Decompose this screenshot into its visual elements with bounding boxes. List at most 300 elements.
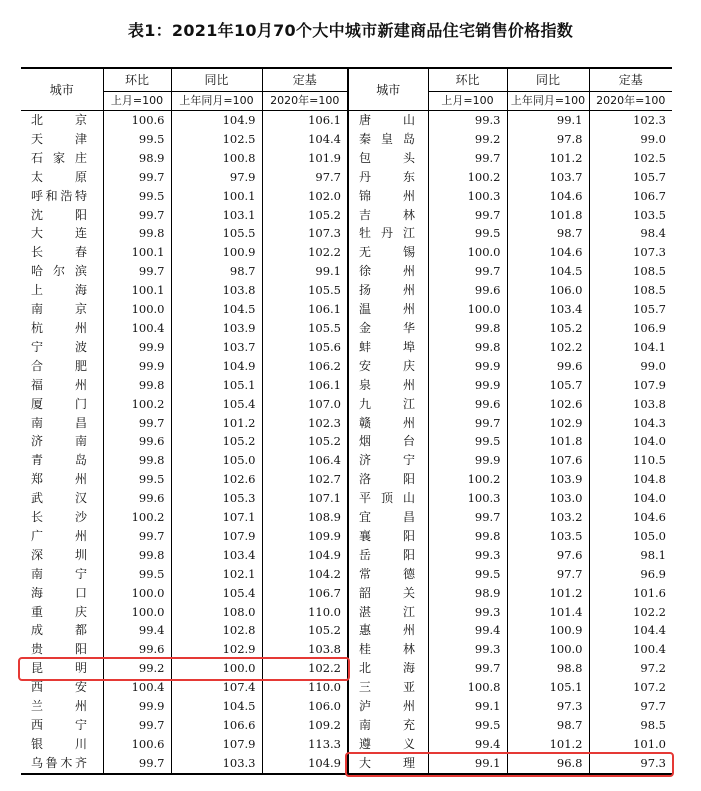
base-value: 101.6: [589, 584, 672, 603]
city-cell: [348, 432, 428, 451]
mom-value: 99.3: [428, 603, 507, 622]
city-cell: [348, 470, 428, 489]
base-value: 101.9: [262, 149, 348, 168]
yoy-value: 106.0: [507, 281, 589, 300]
city-name: 合肥: [31, 358, 87, 373]
base-value: 106.4: [262, 451, 348, 470]
base-value: 102.5: [589, 149, 672, 168]
mom-value: 99.6: [103, 640, 171, 659]
city-name: 大理: [359, 755, 415, 770]
city-name: 桂林: [359, 642, 415, 657]
city-cell: [348, 640, 428, 659]
base-value: 98.5: [589, 716, 672, 735]
city-name: 石家庄: [31, 150, 87, 165]
city-name: 上海: [31, 283, 87, 298]
mom-value: 100.0: [428, 243, 507, 262]
mom-value: 100.0: [103, 300, 171, 319]
yoy-value: 103.0: [507, 489, 589, 508]
mom-value: 99.7: [428, 508, 507, 527]
city-name: 北海: [359, 661, 415, 676]
city-cell: [21, 224, 103, 243]
base-value: 105.6: [262, 338, 348, 357]
mom-value: 99.6: [428, 281, 507, 300]
table-row: [21, 565, 672, 584]
header-base-left: 定基: [262, 68, 348, 92]
base-value: 104.9: [262, 754, 348, 774]
table-row: [21, 357, 672, 376]
city-cell: [21, 470, 103, 489]
table-row: [21, 489, 672, 508]
city-name: 西宁: [31, 718, 87, 732]
city-name: 秦皇岛: [359, 131, 415, 146]
header-yoy-right: 同比: [507, 68, 589, 92]
mom-value: 99.7: [103, 754, 171, 774]
mom-value: 100.0: [103, 584, 171, 603]
mom-value: 99.3: [428, 640, 507, 659]
base-value: 103.5: [589, 206, 672, 225]
table-row: [21, 149, 672, 168]
city-name: 济南: [31, 434, 87, 449]
city-name: 太原: [31, 169, 87, 184]
base-value: 102.0: [262, 187, 348, 206]
base-value: 107.1: [262, 489, 348, 508]
city-cell: [348, 130, 428, 149]
yoy-value: 100.1: [171, 187, 262, 206]
city-cell: [21, 243, 103, 262]
city-name: 丹东: [359, 169, 415, 184]
yoy-value: 104.6: [507, 187, 589, 206]
city-cell: [348, 735, 428, 754]
base-value: 105.7: [589, 168, 672, 187]
table-row: [21, 697, 672, 716]
yoy-value: 97.7: [507, 565, 589, 584]
city-cell: [21, 527, 103, 546]
mom-value: 99.2: [103, 659, 171, 678]
table-row: [21, 678, 672, 697]
price-index-table: [21, 67, 672, 775]
base-value: 104.9: [262, 546, 348, 565]
yoy-value: 99.1: [507, 111, 589, 130]
yoy-value: 105.1: [171, 376, 262, 395]
city-name: 南昌: [31, 415, 87, 430]
yoy-value: 97.6: [507, 546, 589, 565]
base-value: 104.2: [262, 565, 348, 584]
base-value: 104.0: [589, 489, 672, 508]
city-cell: [348, 508, 428, 527]
yoy-value: 104.5: [171, 300, 262, 319]
subheader-base-right: 2020年=100: [589, 92, 672, 111]
base-value: 104.1: [589, 338, 672, 357]
yoy-value: 103.2: [507, 508, 589, 527]
base-value: 107.0: [262, 395, 348, 414]
yoy-value: 105.1: [507, 678, 589, 697]
yoy-value: 105.2: [507, 319, 589, 338]
mom-value: 100.3: [428, 187, 507, 206]
city-name: 武汉: [31, 491, 87, 506]
city-cell: [21, 168, 103, 187]
city-name: 南京: [31, 302, 87, 317]
base-value: 104.4: [262, 130, 348, 149]
city-cell: [348, 584, 428, 603]
yoy-value: 107.6: [507, 451, 589, 470]
base-value: 102.3: [262, 414, 348, 433]
mom-value: 99.2: [428, 130, 507, 149]
city-cell: [21, 187, 103, 206]
base-value: 107.9: [589, 376, 672, 395]
base-value: 99.0: [589, 130, 672, 149]
base-value: 106.1: [262, 111, 348, 130]
mom-value: 100.0: [103, 603, 171, 622]
mom-value: 100.3: [428, 489, 507, 508]
table-row: [21, 584, 672, 603]
mom-value: 99.5: [428, 565, 507, 584]
city-name: 成都: [31, 623, 87, 638]
table-row: [21, 735, 672, 754]
base-value: 97.2: [589, 659, 672, 678]
mom-value: 99.6: [103, 489, 171, 508]
city-cell: [21, 376, 103, 395]
table-row: [21, 621, 672, 640]
city-name: 蚌埠: [359, 339, 415, 354]
yoy-value: 98.7: [507, 224, 589, 243]
city-name: 乌鲁木齐: [31, 755, 87, 770]
yoy-value: 100.8: [171, 149, 262, 168]
mom-value: 99.7: [103, 206, 171, 225]
mom-value: 99.8: [103, 546, 171, 565]
table-row: [21, 224, 672, 243]
city-name: 南充: [359, 718, 415, 732]
city-name: 无锡: [359, 245, 415, 260]
base-value: 108.9: [262, 508, 348, 527]
yoy-value: 104.6: [507, 243, 589, 262]
base-value: 99.1: [262, 262, 348, 281]
yoy-value: 103.4: [507, 300, 589, 319]
yoy-value: 102.6: [171, 470, 262, 489]
yoy-value: 104.5: [171, 697, 262, 716]
yoy-value: 104.5: [507, 262, 589, 281]
yoy-value: 102.9: [171, 640, 262, 659]
mom-value: 99.8: [103, 451, 171, 470]
city-cell: [348, 754, 428, 774]
city-name: 韶关: [359, 585, 415, 600]
city-name: 泉州: [359, 377, 415, 392]
city-cell: [21, 508, 103, 527]
table-row: [21, 338, 672, 357]
base-value: 105.5: [262, 281, 348, 300]
base-value: 110.0: [262, 603, 348, 622]
city-cell: [348, 224, 428, 243]
mom-value: 99.9: [103, 338, 171, 357]
yoy-value: 107.9: [171, 735, 262, 754]
mom-value: 99.3: [428, 546, 507, 565]
yoy-value: 103.4: [171, 546, 262, 565]
city-cell: [21, 395, 103, 414]
city-cell: [21, 716, 103, 735]
city-cell: [348, 281, 428, 300]
subheader-mom-right: 上月=100: [428, 92, 507, 111]
base-value: 102.7: [262, 470, 348, 489]
city-cell: [348, 300, 428, 319]
city-cell: [348, 546, 428, 565]
header-yoy-left: 同比: [171, 68, 262, 92]
city-name: 哈尔滨: [31, 264, 87, 279]
city-name: 南宁: [31, 566, 87, 581]
yoy-value: 107.4: [171, 678, 262, 697]
mom-value: 99.8: [103, 224, 171, 243]
city-name: 福州: [31, 377, 87, 392]
base-value: 106.1: [262, 300, 348, 319]
base-value: 105.5: [262, 319, 348, 338]
city-cell: [21, 678, 103, 697]
mom-value: 99.5: [428, 224, 507, 243]
table-row: [21, 546, 672, 565]
mom-value: 99.7: [428, 414, 507, 433]
base-value: 107.3: [262, 224, 348, 243]
city-cell: [21, 754, 103, 774]
base-value: 109.9: [262, 527, 348, 546]
subheader-yoy-right: 上年同月=100: [507, 92, 589, 111]
yoy-value: 97.3: [507, 697, 589, 716]
city-name: 平顶山: [359, 491, 415, 506]
yoy-value: 98.7: [507, 716, 589, 735]
base-value: 104.4: [589, 621, 672, 640]
city-cell: [348, 149, 428, 168]
city-cell: [348, 451, 428, 470]
mom-value: 99.5: [103, 187, 171, 206]
city-name: 遵义: [359, 736, 415, 751]
table-row: [21, 130, 672, 149]
city-cell: [21, 130, 103, 149]
mom-value: 99.7: [103, 414, 171, 433]
table-row: [21, 243, 672, 262]
mom-value: 99.9: [428, 357, 507, 376]
mom-value: 100.1: [103, 243, 171, 262]
base-value: 100.4: [589, 640, 672, 659]
yoy-value: 102.6: [507, 395, 589, 414]
city-name: 扬州: [359, 283, 415, 298]
mom-value: 99.9: [428, 451, 507, 470]
city-name: 深圳: [31, 547, 87, 562]
city-cell: [348, 357, 428, 376]
yoy-value: 101.8: [507, 206, 589, 225]
city-cell: [348, 603, 428, 622]
yoy-value: 105.4: [171, 584, 262, 603]
city-cell: [21, 697, 103, 716]
city-cell: [348, 319, 428, 338]
yoy-value: 101.2: [507, 584, 589, 603]
table-row: [21, 603, 672, 622]
yoy-value: 106.6: [171, 716, 262, 735]
base-value: 110.0: [262, 678, 348, 697]
base-value: 101.0: [589, 735, 672, 754]
city-name: 沈阳: [31, 207, 87, 222]
mom-value: 99.9: [103, 357, 171, 376]
mom-value: 99.5: [103, 130, 171, 149]
mom-value: 99.9: [103, 697, 171, 716]
city-cell: [348, 527, 428, 546]
city-name: 包头: [359, 150, 415, 165]
table-body: [21, 111, 672, 774]
city-name: 泸州: [359, 699, 415, 714]
yoy-value: 96.8: [507, 754, 589, 774]
city-name: 牡丹江: [359, 226, 415, 241]
city-cell: [21, 584, 103, 603]
city-name: 天津: [31, 131, 87, 146]
city-name: 洛阳: [359, 472, 415, 487]
city-cell: [21, 451, 103, 470]
base-value: 105.2: [262, 621, 348, 640]
city-name: 徐州: [359, 264, 415, 279]
city-name: 烟台: [359, 434, 415, 449]
city-cell: [348, 243, 428, 262]
yoy-value: 98.8: [507, 659, 589, 678]
yoy-value: 98.7: [171, 262, 262, 281]
city-cell: [21, 640, 103, 659]
yoy-value: 97.8: [507, 130, 589, 149]
mom-value: 99.4: [103, 621, 171, 640]
header-base-right: 定基: [589, 68, 672, 92]
mom-value: 99.7: [103, 168, 171, 187]
city-cell: [21, 489, 103, 508]
base-value: 105.7: [589, 300, 672, 319]
yoy-value: 103.1: [171, 206, 262, 225]
city-name: 北京: [31, 113, 87, 127]
yoy-value: 107.9: [171, 527, 262, 546]
mom-value: 99.8: [428, 527, 507, 546]
city-cell: [21, 206, 103, 225]
city-name: 襄阳: [359, 528, 415, 543]
city-cell: [348, 621, 428, 640]
city-cell: [21, 603, 103, 622]
yoy-value: 104.9: [171, 357, 262, 376]
mom-value: 99.5: [103, 470, 171, 489]
base-value: 107.3: [589, 243, 672, 262]
city-cell: [348, 206, 428, 225]
mom-value: 100.2: [103, 508, 171, 527]
base-value: 106.2: [262, 357, 348, 376]
base-value: 102.2: [589, 603, 672, 622]
city-cell: [348, 187, 428, 206]
city-cell: [348, 395, 428, 414]
yoy-value: 103.9: [171, 319, 262, 338]
yoy-value: 103.7: [507, 168, 589, 187]
base-value: 106.7: [589, 187, 672, 206]
base-value: 106.9: [589, 319, 672, 338]
city-cell: [21, 432, 103, 451]
table-row: [21, 206, 672, 225]
table-row: [21, 168, 672, 187]
subheader-yoy-left: 上年同月=100: [171, 92, 262, 111]
table-row: [21, 262, 672, 281]
city-cell: [21, 621, 103, 640]
header-city-left: 城市: [21, 68, 103, 111]
subheader-base-left: 2020年=100: [262, 92, 348, 111]
header-mom-left: 环比: [103, 68, 171, 92]
city-name: 广州: [31, 528, 87, 543]
yoy-value: 102.1: [171, 565, 262, 584]
city-name: 厦门: [31, 396, 87, 411]
yoy-value: 100.9: [171, 243, 262, 262]
yoy-value: 105.5: [171, 224, 262, 243]
city-name: 呼和浩特: [31, 188, 87, 203]
mom-value: 99.7: [103, 262, 171, 281]
city-cell: [348, 659, 428, 678]
city-cell: [21, 319, 103, 338]
mom-value: 99.5: [428, 716, 507, 735]
yoy-value: 107.1: [171, 508, 262, 527]
yoy-value: 104.9: [171, 111, 262, 130]
mom-value: 99.3: [428, 111, 507, 130]
city-cell: [348, 678, 428, 697]
mom-value: 99.7: [428, 206, 507, 225]
table-row: [21, 111, 672, 130]
yoy-value: 105.7: [507, 376, 589, 395]
mom-value: 100.2: [103, 395, 171, 414]
yoy-value: 103.9: [507, 470, 589, 489]
mom-value: 98.9: [428, 584, 507, 603]
table-row: [21, 640, 672, 659]
yoy-value: 99.6: [507, 357, 589, 376]
table-row: [21, 659, 672, 678]
base-value: 103.8: [589, 395, 672, 414]
yoy-value: 102.9: [507, 414, 589, 433]
city-cell: [21, 735, 103, 754]
base-value: 97.3: [589, 754, 672, 774]
subheader-mom-left: 上月=100: [103, 92, 171, 111]
table-row: [21, 470, 672, 489]
mom-value: 100.8: [428, 678, 507, 697]
mom-value: 100.2: [428, 168, 507, 187]
base-value: 104.0: [589, 432, 672, 451]
mom-value: 99.8: [103, 376, 171, 395]
yoy-value: 101.8: [507, 432, 589, 451]
mom-value: 100.4: [103, 319, 171, 338]
base-value: 102.2: [262, 243, 348, 262]
base-value: 102.2: [262, 659, 348, 678]
city-name: 宜昌: [359, 510, 415, 525]
yoy-value: 101.4: [507, 603, 589, 622]
mom-value: 99.1: [428, 754, 507, 774]
city-name: 锦州: [359, 188, 415, 203]
mom-value: 100.6: [103, 111, 171, 130]
city-name: 郑州: [31, 472, 87, 487]
base-value: 108.5: [589, 262, 672, 281]
mom-value: 100.6: [103, 735, 171, 754]
base-value: 113.3: [262, 735, 348, 754]
header-mom-right: 环比: [428, 68, 507, 92]
base-value: 104.8: [589, 470, 672, 489]
city-name: 贵阳: [31, 642, 87, 657]
table-row: [21, 432, 672, 451]
city-cell: [348, 414, 428, 433]
city-cell: [21, 262, 103, 281]
city-name: 长春: [31, 245, 87, 260]
city-cell: [21, 111, 103, 130]
mom-value: 99.7: [428, 262, 507, 281]
base-value: 104.6: [589, 508, 672, 527]
city-cell: [21, 414, 103, 433]
mom-value: 99.9: [428, 376, 507, 395]
mom-value: 99.8: [428, 338, 507, 357]
mom-value: 99.6: [428, 395, 507, 414]
base-value: 106.0: [262, 697, 348, 716]
mom-value: 99.5: [103, 565, 171, 584]
base-value: 105.0: [589, 527, 672, 546]
base-value: 107.2: [589, 678, 672, 697]
table-row: [21, 300, 672, 319]
city-cell: [21, 546, 103, 565]
yoy-value: 103.8: [171, 281, 262, 300]
